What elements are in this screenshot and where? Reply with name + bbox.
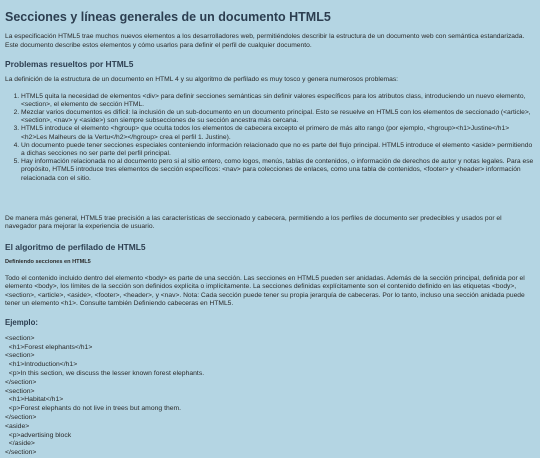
defining-sections-paragraph: Todo el contenido incluido dentro del elemento <body> es parte de una sección. Las secciones en HTML5 pueden ser anidadas. Además de la sección principal, definida por el elemento <body>, los límites de la sección son definidos explícita o implícitamente. La secciones definidas explícitamente son el contenido definido en las etiquetas <body>, <section>, <article>, <aside>, <footer>, <header>, y <nav>. Nota: Cada sección puede tener su propia jerarquía de cabeceras. Por lo tanto, incluso una sección anidada puede tener un elemento <h1>. Consulte también Definiendo cabeceras en HTML5. [5,274,525,308]
problems-list [5,93,535,183]
problems-heading: Problemas resueltos por HTML5 [5,59,134,69]
code-line: <section> [5,387,35,395]
code-line: <section> [5,352,35,360]
list-item: 3. HTML5 introduce el elemento <hgroup> que oculta todos los elementos de cabecera excepto el primero de más alto rango (por ejemplo, <hgroup><h1>Justine</h1><h2>Les Malheurs de la Vertu</h2></hgroup> crea el perfil 1. Justine). [21,125,535,141]
summary-paragraph: De manera más general, HTML5 trae precisión a las características de seccionado y cabecera, permitiendo a los perfiles de documento ser predecibles y usados por el navegador para mejorar la experiencia de usuario. [5,214,502,231]
code-line: <h1>Habitat</h1> [5,396,64,404]
problems-intro: La definición de la estructura de un documento en HTML 4 y su algoritmo de perfilado es muy tosco y genera numerosos problemas: [5,76,399,83]
spacer [5,183,535,215]
code-line: </section> [5,413,37,421]
code-line: <h1>Introduction</h1> [5,361,78,369]
code-line: <p>In this section, we discuss the lesser known forest elephants. [5,369,205,377]
example-heading: Ejemplo: [5,317,38,327]
code-line: <section> [5,334,35,342]
code-line: <aside> [5,422,30,430]
intro-paragraph: La especificación HTML5 trae muchos nuevos elementos a los desarrolladores web, permitiéndoles describir la estructura de un documento web con semántica estandarizada. Este documento describe estos elementos y cómo usarlos para definir el perfil de cualquier documento. [5,33,525,49]
list-item: 5. Hay información relacionada no al documento pero si al sitio entero, como logos, menús, tablas de contenidos, o información de derechos de autor y notas legales. Para ese propósito, HTML5 introduce tres elementos de sección específicos: <nav> para colecciones de enlaces, como una tabla de contenidos, <footer> y <header> información relacionada con el sitio. [21,158,535,183]
code-example [5,335,535,458]
code-line: <h1>Forest elephants</h1> [5,343,93,351]
code-line: </section> [5,449,37,457]
defining-sections-heading: Definiendo secciones en HTML5 [5,258,91,265]
code-line: </aside> [5,440,35,448]
list-item: 4. Un documento puede tener secciones especiales conteniendo información relacionado que no es parte del flujo principal. HTML5 introduce el elemento <aside> permitiendo a dichas secciones no ser parte del perfil principal. [21,142,535,158]
code-line: <p>Forest elephants do not live in trees but among them. [5,405,182,413]
code-line: <p>advertising block [5,431,72,439]
algorithm-heading: El algoritmo de perfilado de HTML5 [5,241,146,252]
list-item: 2. Mezclar varios documentos es difícil: la inclusión de un sub-documento en un documento principal. Esto se resuelve en HTML5 con los elementos de seccionado (<article>, <section>, <nav> y <aside>) son siempre subsecciones de su sección ancestra más cercana. [21,109,535,125]
code-line: </section> [5,378,37,386]
list-item: 1. HTML5 quita la necesidad de elementos <div> para definir secciones semánticas sin definir valores específicos para los atributos class, introduciendo un nuevo elemento, <section>, el elemento de sección HTML. [21,93,535,109]
page-title: Secciones y líneas generales de un documento HTML5 [5,10,331,24]
